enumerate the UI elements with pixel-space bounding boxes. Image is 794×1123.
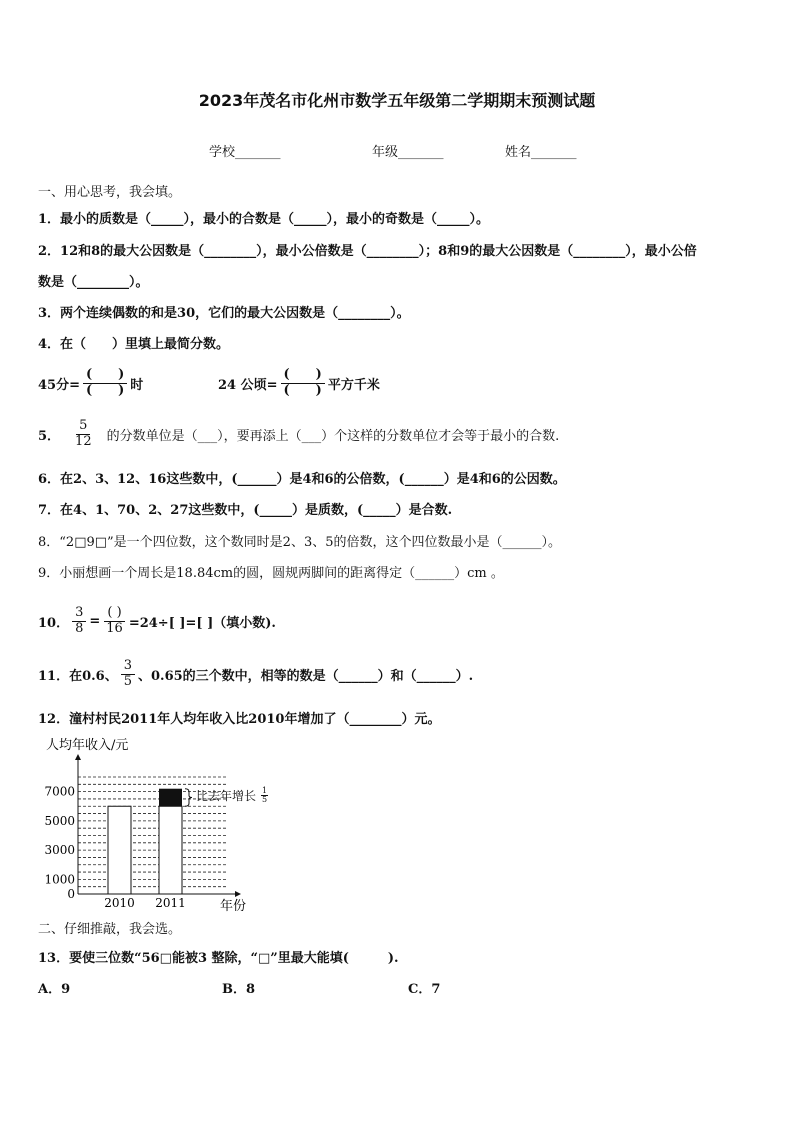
x-axis-arrow <box>235 891 241 897</box>
q10-prefix: 10． <box>38 615 70 631</box>
chart-labels <box>44 737 246 914</box>
question-3: 3．两个连续偶数的和是30，它们的最大公因数是（________）。 <box>38 306 410 321</box>
question-4: 4．在（ ）里填上最简分数。 <box>38 337 230 352</box>
section-heading-2: 二、仔细推敲，我会选。 <box>38 922 182 937</box>
q10-denominator-1: 8 <box>75 620 84 636</box>
q5-numerator: 5 <box>76 419 90 435</box>
y-tick-label: 0 <box>67 887 75 901</box>
q13-option-b[interactable]: B．8 <box>222 982 256 997</box>
chart-axes <box>75 754 241 897</box>
q5-fraction <box>72 419 95 450</box>
q13-option-a[interactable]: A．9 <box>38 982 71 997</box>
question-5 <box>38 419 559 450</box>
annotation-text: 比去年增长 <box>196 789 257 803</box>
question-2-line-2: 数是（________）。 <box>38 275 149 290</box>
annotation-fraction <box>259 787 270 804</box>
q10-fraction-1 <box>72 606 86 637</box>
x-axis-label: 年份 <box>220 899 247 914</box>
income-chart-svg <box>30 732 290 916</box>
q4b-suffix: 平方千米 <box>327 377 380 393</box>
q4a-fraction <box>83 368 127 399</box>
question-7: 7．在4、1、70、2、27这些数中，(_____）是质数，(_____）是合数. <box>38 503 453 518</box>
annotation-numerator: 1 <box>262 786 268 795</box>
q4a-denominator[interactable]: ( ) <box>85 382 125 398</box>
question-10 <box>38 606 276 637</box>
question-1: 1．最小的质数是（_____），最小的合数是（_____），最小的奇数是（_____）。 <box>38 212 490 227</box>
bar <box>159 806 182 894</box>
q4b-denominator[interactable]: ( ) <box>283 382 322 398</box>
q4b-fraction <box>281 368 325 399</box>
question-2-line-1: 2．12和8的最大公因数是（________），最小公倍数是（________）；8和9的最大公因数是（________），最小公倍 <box>38 244 697 259</box>
q10-equals: = <box>89 613 101 629</box>
question-9: 9．小丽想画一个周长是18.84cm的圆，圆规两脚间的距离得定（______）cm 。 <box>38 566 504 581</box>
grade-field[interactable]: 年级_______ <box>372 145 444 160</box>
x-tick-label: 2011 <box>155 896 186 910</box>
y-tick-label: 1000 <box>44 872 75 887</box>
y-tick-label: 7000 <box>44 784 75 799</box>
q10-numerator-1: 3 <box>72 606 86 622</box>
page-title: 2023年茂名市化州市数学五年级第二学期期末预测试题 <box>198 91 596 110</box>
section-heading-1: 一、用心思考，我会填。 <box>38 185 182 200</box>
question-4b <box>218 368 380 399</box>
chart-bars <box>108 789 192 894</box>
school-field[interactable]: 学校_______ <box>209 145 281 160</box>
annotation-denominator: 5 <box>262 795 268 804</box>
y-axis-label: 人均年收入/元 <box>46 738 129 753</box>
q4b-numerator[interactable]: ( ) <box>281 368 325 384</box>
question-6: 6．在2、3、12、16这些数中，(______）是4和6的公倍数，(______）是4和6的公因数。 <box>38 472 566 487</box>
q10-text: =24÷[ ]=[ ]（填小数). <box>128 615 276 631</box>
q11-text: 、0.65的三个数中，相等的数是（______）和（______）. <box>138 668 474 684</box>
name-field[interactable]: 姓名_______ <box>505 145 577 160</box>
q10-denominator-2: 16 <box>106 620 123 636</box>
question-11 <box>38 659 473 690</box>
question-12: 12．潼村村民2011年人均年收入比2010年增加了（________）元。 <box>38 712 441 727</box>
q4a-numerator[interactable]: ( ) <box>83 368 127 384</box>
q5-denominator: 12 <box>75 433 92 449</box>
q11-prefix: 11．在0.6、 <box>38 668 118 684</box>
q10-fraction-2 <box>103 606 126 637</box>
bar-increase <box>159 789 182 807</box>
q4a-suffix: 时 <box>130 377 144 393</box>
x-tick-label: 2010 <box>104 896 135 910</box>
y-axis-arrow <box>75 754 81 760</box>
q5-text: 的分数单位是（___），要再添上（___）个这样的分数单位才会等于最小的合数. <box>106 428 560 444</box>
q10-numerator-2[interactable]: ( ) <box>104 606 124 622</box>
question-13: 13．要使三位数“56□能被3 整除，“□”里最大能填( ). <box>38 951 399 966</box>
chart-annotation <box>196 787 273 804</box>
q4b-prefix: 24 公顷= <box>218 377 278 393</box>
q11-fraction <box>121 659 135 690</box>
q11-numerator: 3 <box>121 659 135 675</box>
q11-denominator: 5 <box>123 673 132 689</box>
income-chart <box>30 732 290 916</box>
q13-option-c[interactable]: C．7 <box>408 982 441 997</box>
y-tick-label: 3000 <box>44 843 75 858</box>
q4a-prefix: 45分= <box>38 377 80 393</box>
question-4a <box>38 368 143 399</box>
question-8: 8．“2□9□”是一个四位数，这个数同时是2、3、5的倍数，这个四位数最小是（______）。 <box>38 535 561 550</box>
y-tick-label: 5000 <box>44 813 75 828</box>
q5-prefix: 5． <box>38 428 61 444</box>
bar <box>108 806 131 894</box>
